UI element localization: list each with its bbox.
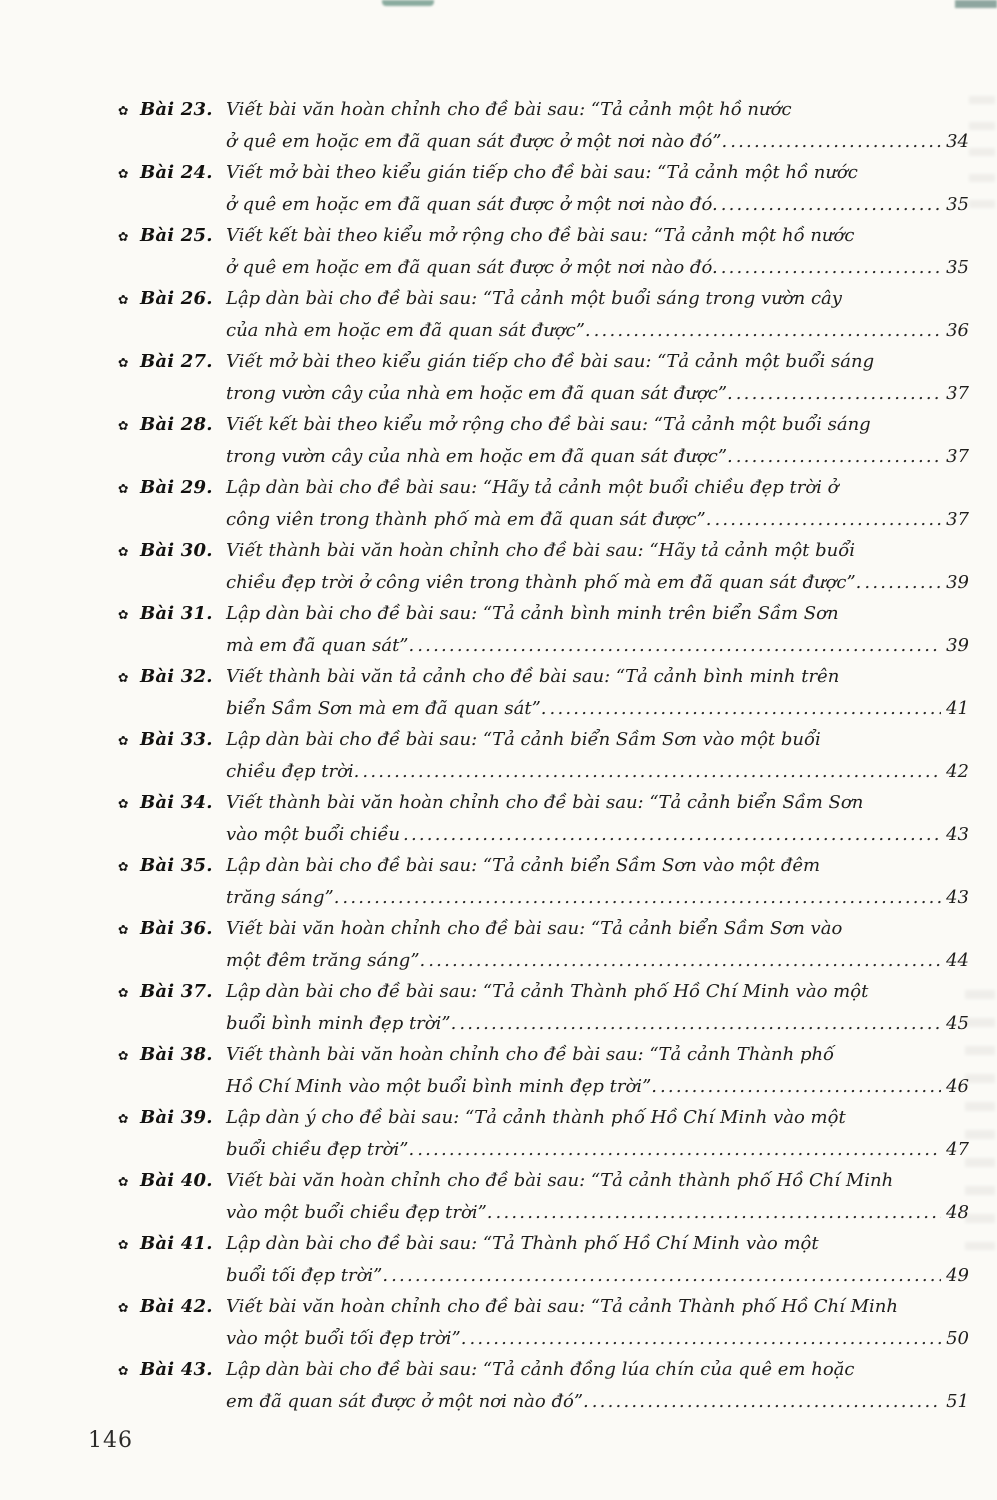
toc-entry: [118, 220, 969, 283]
flower-bullet-icon: ✿: [118, 859, 129, 874]
entry-title-line2: Hồ Chí Minh vào một buổi bình minh đẹp trời”.: [226, 1076, 657, 1097]
dot-leader: [736, 378, 941, 409]
toc-entry-first-line: [118, 1165, 969, 1197]
toc-entry-first-line: [118, 535, 969, 567]
dot-leader: [864, 567, 941, 598]
entry-title-line1: Lập dàn bài cho đề bài sau: “Tả cảnh một buổi sáng trong vườn cây: [226, 288, 842, 309]
toc-entry-first-line: [118, 94, 969, 126]
toc-entry: [118, 787, 969, 850]
entry-title-line2: trong vườn cây của nhà em hoặc em đã quan sát được”.: [226, 383, 733, 404]
entry-title-line1: Viết thành bài văn hoàn chỉnh cho đề bài sau: “Hãy tả cảnh một buổi: [226, 540, 855, 561]
toc-entry-second-line: [118, 252, 969, 283]
entry-title-line2: buổi bình minh đẹp trời”.: [226, 1013, 457, 1034]
entry-page-number: 36: [946, 320, 969, 341]
entry-title-line2: trong vườn cây của nhà em hoặc em đã quan sát được”.: [226, 446, 733, 467]
toc-entry-first-line: [118, 1228, 969, 1260]
entry-title-line1: Lập dàn bài cho đề bài sau: “Tả cảnh biển Sầm Sơn vào một buổi: [226, 729, 821, 750]
entry-title-line1: Lập dàn bài cho đề bài sau: “Tả cảnh đồng lúa chín của quê em hoặc: [226, 1359, 855, 1380]
toc-entry-second-line: [118, 693, 969, 724]
toc-entry: [118, 1102, 969, 1165]
toc-entry-second-line: [118, 819, 969, 850]
entry-label: Bài 32.: [140, 666, 213, 687]
flower-bullet-icon: ✿: [118, 355, 129, 370]
flower-bullet-icon: ✿: [118, 103, 129, 118]
entry-label: Bài 43.: [140, 1359, 213, 1380]
entry-title-line2: chiều đẹp trời ở công viên trong thành phố mà em đã quan sát được”.: [226, 572, 862, 593]
toc-entry-first-line: [118, 346, 969, 378]
dot-leader: [403, 819, 941, 850]
toc-entry-first-line: [118, 598, 969, 630]
dot-leader: [714, 504, 941, 535]
page-bleedthrough-smudge: [965, 990, 995, 1250]
entry-page-number: 37: [946, 446, 969, 467]
toc-entry-second-line: [118, 567, 969, 598]
entry-title-line1: Viết thành bài văn hoàn chỉnh cho đề bài sau: “Tả cảnh Thành phố: [226, 1044, 835, 1065]
entry-page-number: 45: [946, 1013, 969, 1034]
flower-bullet-icon: ✿: [118, 481, 129, 496]
entry-title-line2: vào một buổi chiều đẹp trời”.: [226, 1202, 493, 1223]
dot-leader: [594, 315, 941, 346]
dot-leader: [721, 252, 941, 283]
entry-title-line1: Viết kết bài theo kiểu mở rộng cho đề bài sau: “Tả cảnh một hồ nước: [226, 225, 855, 246]
toc-entry-first-line: [118, 661, 969, 693]
toc-entry: [118, 1354, 969, 1417]
entry-title-line2: buổi chiều đẹp trời”.: [226, 1139, 415, 1160]
toc-entry: [118, 94, 969, 157]
entry-title-line1: Lập dàn ý cho đề bài sau: “Tả cảnh thành phố Hồ Chí Minh vào một: [226, 1107, 846, 1128]
entry-title-line2: trăng sáng”.: [226, 887, 340, 908]
toc-entry-first-line: [118, 913, 969, 945]
toc-entry: [118, 661, 969, 724]
toc-entry-first-line: [118, 787, 969, 819]
entry-label: Bài 39.: [140, 1107, 213, 1128]
toc-entry-first-line: [118, 1102, 969, 1134]
toc-entry: [118, 724, 969, 787]
flower-bullet-icon: ✿: [118, 1363, 129, 1378]
dot-leader: [730, 126, 941, 157]
flower-bullet-icon: ✿: [118, 1174, 129, 1189]
entry-title-line1: Viết bài văn hoàn chỉnh cho đề bài sau: “Tả cảnh thành phố Hồ Chí Minh: [226, 1170, 894, 1191]
dot-leader: [417, 630, 941, 661]
flower-bullet-icon: ✿: [118, 418, 129, 433]
entry-page-number: 35: [946, 257, 969, 278]
entry-title-line1: Lập dàn bài cho đề bài sau: “Hãy tả cảnh một buổi chiều đẹp trời ở: [226, 477, 839, 498]
entry-page-number: 49: [946, 1265, 969, 1286]
flower-bullet-icon: ✿: [118, 922, 129, 937]
toc-entry-first-line: [118, 157, 969, 189]
flower-bullet-icon: ✿: [118, 607, 129, 622]
entry-title-line1: Lập dàn bài cho đề bài sau: “Tả cảnh Thành phố Hồ Chí Minh vào một: [226, 981, 869, 1002]
entry-title-line1: Viết bài văn hoàn chỉnh cho đề bài sau: “Tả cảnh biển Sầm Sơn vào: [226, 918, 843, 939]
toc-entry: [118, 598, 969, 661]
entry-page-number: 42: [946, 761, 969, 782]
entry-label: Bài 41.: [140, 1233, 213, 1254]
entry-title-line1: Viết mở bài theo kiểu gián tiếp cho đề bài sau: “Tả cảnh một buổi sáng: [226, 351, 875, 372]
flower-bullet-icon: ✿: [118, 1237, 129, 1252]
page-bleedthrough-smudge: [969, 96, 995, 216]
toc-entry-second-line: [118, 378, 969, 409]
toc-entry-first-line: [118, 724, 969, 756]
toc-entry: [118, 1165, 969, 1228]
toc-entry-second-line: [118, 315, 969, 346]
toc-entry-second-line: [118, 945, 969, 976]
toc-entry-first-line: [118, 1354, 969, 1386]
scan-artifact: [382, 0, 434, 6]
dot-leader: [660, 1071, 941, 1102]
toc-entry: [118, 850, 969, 913]
dot-leader: [428, 945, 941, 976]
toc-entry-second-line: [118, 1134, 969, 1165]
toc-entry: [118, 1291, 969, 1354]
dot-leader: [736, 441, 941, 472]
dot-leader: [592, 1386, 941, 1417]
entry-title-line1: Viết bài văn hoàn chỉnh cho đề bài sau: “Tả cảnh Thành phố Hồ Chí Minh: [226, 1296, 898, 1317]
flower-bullet-icon: ✿: [118, 733, 129, 748]
dot-leader: [362, 756, 941, 787]
entry-page-number: 51: [946, 1391, 969, 1412]
toc-entry-first-line: [118, 472, 969, 504]
toc-entry-second-line: [118, 1071, 969, 1102]
entry-label: Bài 35.: [140, 855, 213, 876]
entry-title-line1: Viết thành bài văn tả cảnh cho đề bài sau: “Tả cảnh bình minh trên: [226, 666, 840, 687]
toc-entry-second-line: [118, 504, 969, 535]
entry-title-line1: Lập dàn bài cho đề bài sau: “Tả Thành phố Hồ Chí Minh vào một: [226, 1233, 819, 1254]
toc-entry-second-line: [118, 1260, 969, 1291]
entry-title-line2: buổi tối đẹp trời”.: [226, 1265, 389, 1286]
entry-page-number: 34: [946, 131, 969, 152]
entry-label: Bài 26.: [140, 288, 213, 309]
toc-entry-first-line: [118, 1039, 969, 1071]
entry-page-number: 50: [946, 1328, 969, 1349]
toc-entry-first-line: [118, 409, 969, 441]
toc-entry-second-line: [118, 1008, 969, 1039]
entry-page-number: 39: [946, 572, 969, 593]
dot-leader: [391, 1260, 941, 1291]
entry-page-number: 41: [946, 698, 969, 719]
toc-entry-first-line: [118, 283, 969, 315]
entry-page-number: 44: [946, 950, 969, 971]
entry-title-line2: ở quê em hoặc em đã quan sát được ở một nơi nào đó.: [226, 194, 718, 215]
toc-entry-first-line: [118, 1291, 969, 1323]
toc-entry-second-line: [118, 441, 969, 472]
toc-entry: [118, 346, 969, 409]
flower-bullet-icon: ✿: [118, 1111, 129, 1126]
toc-entry: [118, 535, 969, 598]
entry-label: Bài 23.: [140, 99, 213, 120]
flower-bullet-icon: ✿: [118, 985, 129, 1000]
entry-title-line2: ở quê em hoặc em đã quan sát được ở một nơi nào đó”.: [226, 131, 728, 152]
toc-entry: [118, 1039, 969, 1102]
toc-entry: [118, 283, 969, 346]
entry-title-line2: biển Sầm Sơn mà em đã quan sát”.: [226, 698, 547, 719]
toc-entry-second-line: [118, 882, 969, 913]
toc-entry-second-line: [118, 1323, 969, 1354]
scan-artifact: [955, 0, 997, 8]
entry-label: Bài 29.: [140, 477, 213, 498]
entry-label: Bài 34.: [140, 792, 213, 813]
entry-title-line2: mà em đã quan sát”.: [226, 635, 415, 656]
entry-label: Bài 30.: [140, 540, 213, 561]
entry-label: Bài 42.: [140, 1296, 213, 1317]
toc-entry-second-line: [118, 189, 969, 220]
toc-entry-first-line: [118, 850, 969, 882]
toc-entry-second-line: [118, 1386, 969, 1417]
entry-label: Bài 37.: [140, 981, 213, 1002]
entry-label: Bài 38.: [140, 1044, 213, 1065]
flower-bullet-icon: ✿: [118, 166, 129, 181]
toc-entry: [118, 409, 969, 472]
dot-leader: [721, 189, 941, 220]
entry-label: Bài 33.: [140, 729, 213, 750]
entry-title-line1: Lập dàn bài cho đề bài sau: “Tả cảnh biển Sầm Sơn vào một đêm: [226, 855, 821, 876]
toc-entry: [118, 1228, 969, 1291]
entry-title-line2: chiều đẹp trời.: [226, 761, 360, 782]
entry-label: Bài 40.: [140, 1170, 213, 1191]
flower-bullet-icon: ✿: [118, 670, 129, 685]
toc-entry: [118, 472, 969, 535]
toc-entry-first-line: [118, 976, 969, 1008]
entry-page-number: 35: [946, 194, 969, 215]
toc-entry-second-line: [118, 756, 969, 787]
entry-label: Bài 36.: [140, 918, 213, 939]
toc-entry: [118, 976, 969, 1039]
entry-label: Bài 25.: [140, 225, 213, 246]
dot-leader: [459, 1008, 941, 1039]
entry-title-line1: Viết mở bài theo kiểu gián tiếp cho đề bài sau: “Tả cảnh một hồ nước: [226, 162, 858, 183]
entry-title-line1: Viết thành bài văn hoàn chỉnh cho đề bài sau: “Tả cảnh biển Sầm Sơn: [226, 792, 864, 813]
entry-title-line2: một đêm trăng sáng”.: [226, 950, 426, 971]
entry-label: Bài 31.: [140, 603, 213, 624]
toc-entry-first-line: [118, 220, 969, 252]
entry-label: Bài 28.: [140, 414, 213, 435]
flower-bullet-icon: ✿: [118, 1048, 129, 1063]
toc-entry: [118, 157, 969, 220]
entry-title-line1: Viết kết bài theo kiểu mở rộng cho đề bài sau: “Tả cảnh một buổi sáng: [226, 414, 871, 435]
flower-bullet-icon: ✿: [118, 1300, 129, 1315]
flower-bullet-icon: ✿: [118, 229, 129, 244]
toc-entry-second-line: [118, 1197, 969, 1228]
entry-title-line2: vào một buổi tối đẹp trời”.: [226, 1328, 467, 1349]
entry-page-number: 39: [946, 635, 969, 656]
toc-entry-second-line: [118, 126, 969, 157]
entry-title-line2: vào một buổi chiều: [226, 824, 401, 845]
entry-page-number: 47: [946, 1139, 969, 1160]
entry-title-line2: em đã quan sát được ở một nơi nào đó”.: [226, 1391, 589, 1412]
dot-leader: [496, 1197, 942, 1228]
entry-page-number: 43: [946, 887, 969, 908]
dot-leader: [550, 693, 942, 724]
dot-leader: [417, 1134, 941, 1165]
entry-title-line1: Lập dàn bài cho đề bài sau: “Tả cảnh bình minh trên biển Sầm Sơn: [226, 603, 839, 624]
entry-page-number: 48: [946, 1202, 969, 1223]
entry-title-line2: của nhà em hoặc em đã quan sát được”.: [226, 320, 591, 341]
toc-entry: [118, 913, 969, 976]
toc-list: [118, 94, 969, 1417]
entry-page-number: 37: [946, 383, 969, 404]
entry-title-line2: công viên trong thành phố mà em đã quan sát được”.: [226, 509, 712, 530]
dot-leader: [342, 882, 941, 913]
entry-title-line1: Viết bài văn hoàn chỉnh cho đề bài sau: “Tả cảnh một hồ nước: [226, 99, 792, 120]
flower-bullet-icon: ✿: [118, 544, 129, 559]
entry-page-number: 43: [946, 824, 969, 845]
toc-entry-second-line: [118, 630, 969, 661]
entry-title-line2: ở quê em hoặc em đã quan sát được ở một nơi nào đó.: [226, 257, 718, 278]
flower-bullet-icon: ✿: [118, 292, 129, 307]
flower-bullet-icon: ✿: [118, 796, 129, 811]
dot-leader: [469, 1323, 941, 1354]
entry-page-number: 46: [946, 1076, 969, 1097]
entry-label: Bài 24.: [140, 162, 213, 183]
entry-label: Bài 27.: [140, 351, 213, 372]
entry-page-number: 37: [946, 509, 969, 530]
page-number-footer: 146: [88, 1428, 133, 1453]
